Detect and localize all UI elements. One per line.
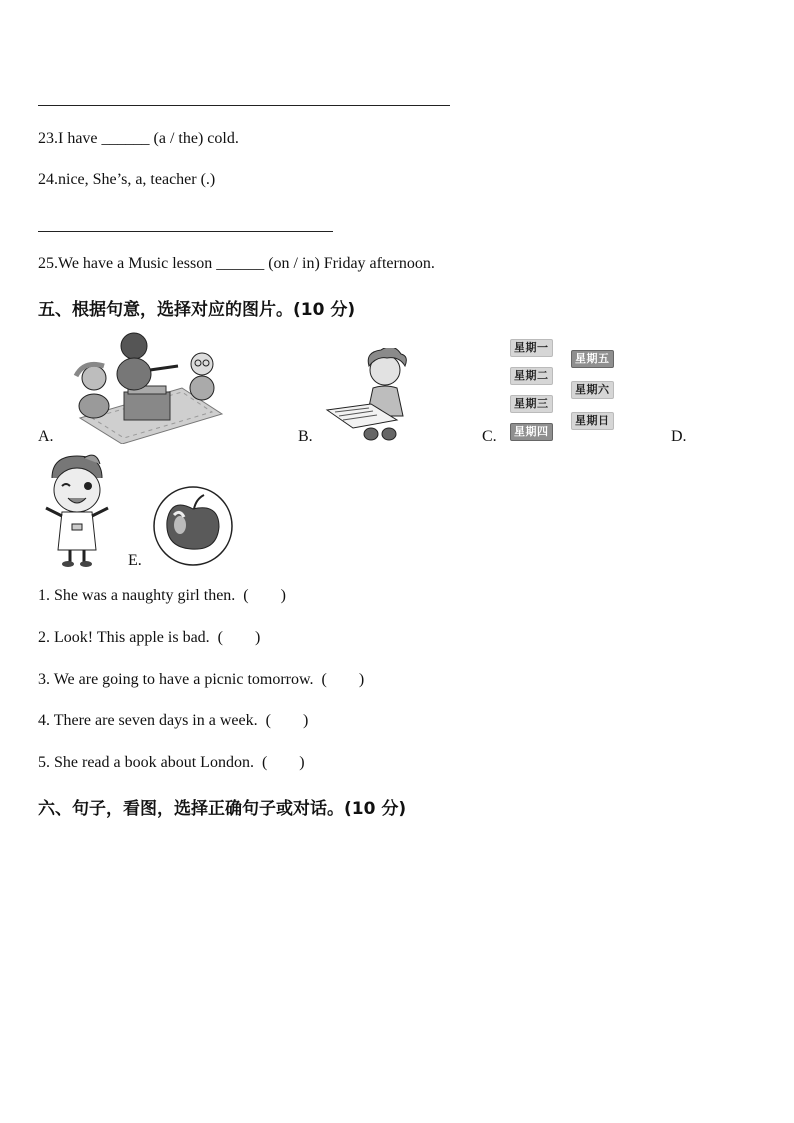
question-23: 23.I have ______ (a / the) cold. [38,130,239,147]
weekday-wed: 星期三 [510,395,553,413]
answer-line-22 [38,105,450,106]
reading-girl-picture [325,348,430,442]
weekday-sun: 星期日 [571,412,614,430]
weekday-tue: 星期二 [510,367,553,385]
weekday-mon: 星期一 [510,339,553,357]
section-6-title: 六、句子，看图，选择正确句子或对话。(10 分) [38,799,407,819]
weekdays-picture [508,338,620,444]
picnic-picture [62,326,227,444]
item-1: 1. She was a naughty girl then. ( ) [38,587,286,604]
weekday-sat: 星期六 [571,381,614,399]
bad-apple-picture [152,485,234,567]
item-5: 5. She read a book about London. ( ) [38,754,305,771]
naughty-girl-picture [38,454,116,568]
question-24: 24.nice, She’s, a, teacher (.) [38,171,216,188]
weekday-fri: 星期五 [571,350,614,368]
option-c-label: C. [482,428,497,445]
question-25: 25.We have a Music lesson ______ (on / in) Friday afternoon. [38,255,435,272]
answer-line-24 [38,231,333,232]
item-4: 4. There are seven days in a week. ( ) [38,712,309,729]
option-a-label: A. [38,428,54,445]
item-2: 2. Look! This apple is bad. ( ) [38,629,261,646]
item-3: 3. We are going to have a picnic tomorrow. ( ) [38,671,365,688]
option-b-label: B. [298,428,313,445]
weekday-thu: 星期四 [510,423,553,441]
option-e-label: E. [128,552,142,569]
option-d-label: D. [671,428,687,445]
section-5-title: 五、根据句意，选择对应的图片。(10 分) [38,300,356,320]
